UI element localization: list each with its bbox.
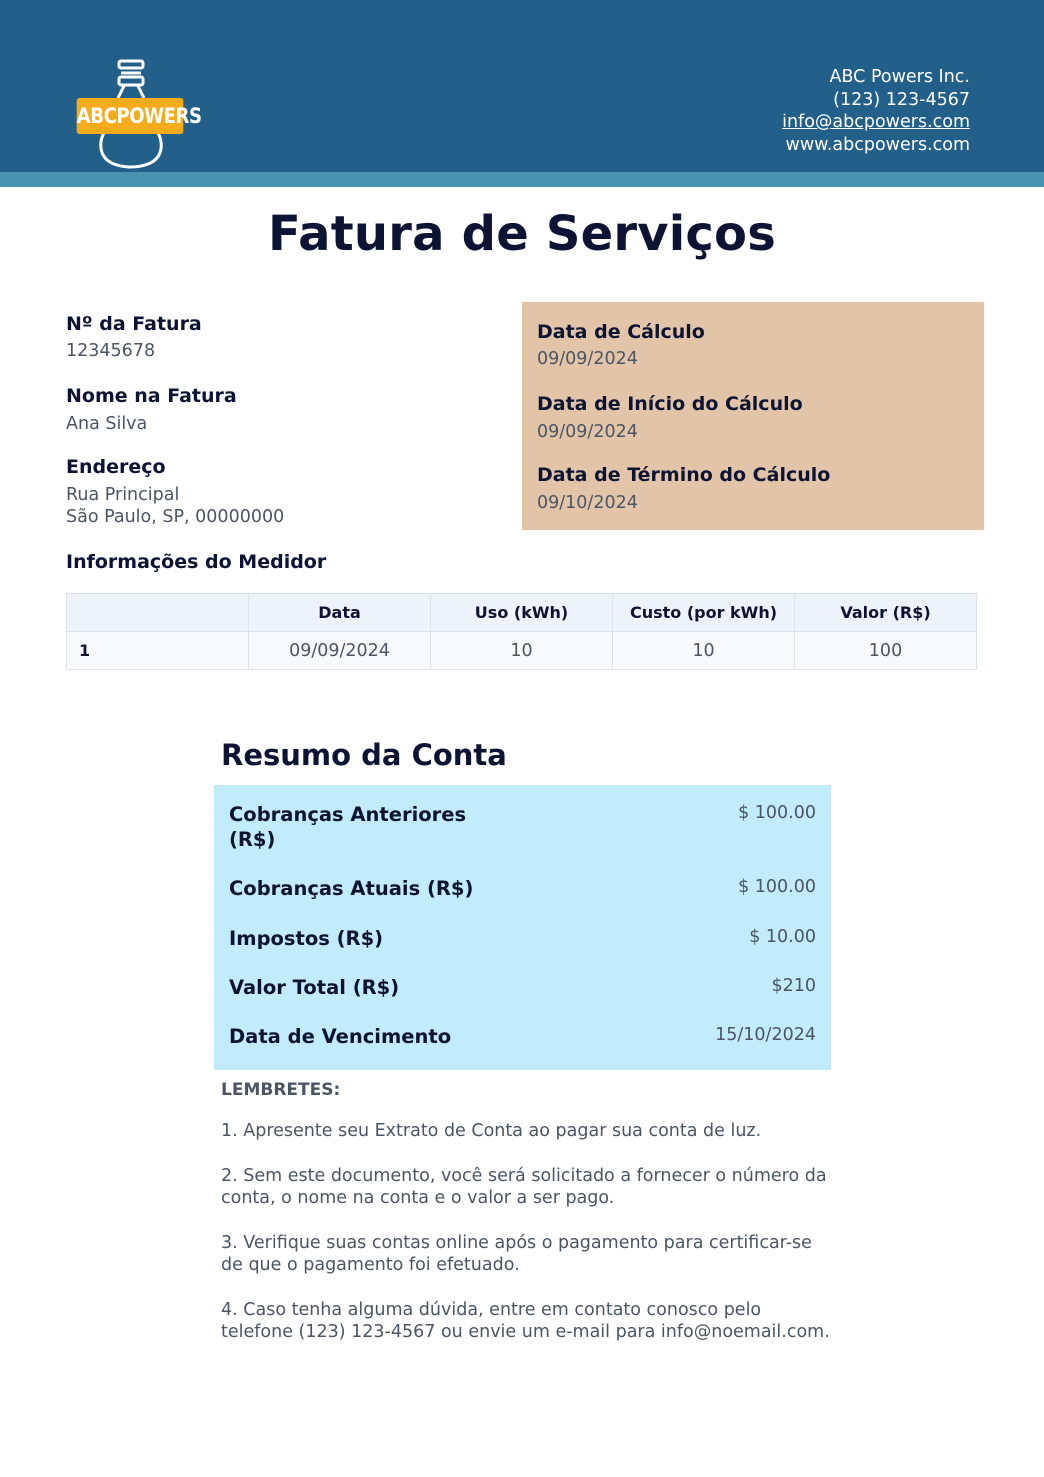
table-header-cell: Data [249,594,431,632]
calc-date-label: Data de Cálculo [537,321,705,343]
company-email-link[interactable]: info@abcpowers.com [782,112,970,132]
summary-row-value: 15/10/2024 [715,1025,816,1045]
company-phone: (123) 123-4567 [833,89,970,110]
summary-row-label: Cobranças Anteriores (R$) [229,803,467,851]
calc-date-block [537,319,705,370]
calc-start-block [537,391,803,443]
summary-row-label: Data de Vencimento [229,1025,452,1048]
meter-section-label: Informações do Medidor [66,551,327,573]
summary-box [214,785,831,1070]
header-stripe [0,172,1044,187]
invoice-name-value: Ana Silva [66,414,148,434]
reminder-item: 3. Verifique suas contas online após o pagamento para certificar-se de que o pagamento foi efetuado. [221,1232,812,1275]
summary-row-label: Impostos (R$) [229,927,384,950]
invoice-name-label: Nome na Fatura [66,385,237,407]
reminder-item: 4. Caso tenha alguma dúvida, entre em contato conosco pelo telefone (123) 123-4567 ou envie um e-mail para info@noemail.com. [221,1299,830,1342]
address-line-2: São Paulo, SP, 00000000 [66,507,285,527]
reminder-item: 2. Sem este documento, você será solicitado a fornecer o número da conta, o nome na conta e o valor a ser pago. [221,1165,827,1208]
address-line-1: Rua Principal [66,485,180,505]
meter-table [66,593,977,670]
reminders-title: LEMBRETES: [221,1080,341,1100]
address-block [66,454,284,528]
table-header-cell [67,594,249,632]
company-website: www.abcpowers.com [785,134,970,155]
page-title: Fatura de Serviços [267,206,777,262]
table-row [67,632,977,670]
summary-row-value: $ 100.00 [738,803,816,823]
invoice-number-label: Nº da Fatura [66,313,202,335]
table-cell: 10 [431,632,613,670]
table-cell: 100 [795,632,977,670]
table-header-row [67,594,977,632]
table-cell: 1 [67,632,249,670]
calculation-dates-box [522,302,984,530]
table-header-cell: Custo (por kWh) [613,594,795,632]
calc-start-label: Data de Início do Cálculo [537,393,803,415]
logo-wordmark: ABCPOWERS [77,98,184,134]
company-name: ABC Powers Inc. [829,67,970,87]
invoice-number-block [66,311,202,362]
invoice-name-block [66,383,237,435]
summary-row-value: $ 10.00 [749,927,816,947]
summary-title: Resumo da Conta [221,738,507,772]
invoice-number-value: 12345678 [66,341,156,361]
summary-row-label: Valor Total (R$) [229,976,400,999]
summary-row-value: $210 [771,976,816,996]
company-logo [66,58,202,170]
table-header-cell: Uso (kWh) [431,594,613,632]
calc-end-label: Data de Término do Cálculo [537,464,831,486]
calc-date-value: 09/09/2024 [537,349,638,369]
calc-end-block [537,462,830,514]
reminder-item: 1. Apresente seu Extrato de Conta ao pagar sua conta de luz. [221,1121,762,1141]
table-header-cell: Valor (R$) [795,594,977,632]
address-label: Endereço [66,456,166,478]
summary-row-label: Cobranças Atuais (R$) [229,877,474,900]
table-cell: 09/09/2024 [249,632,431,670]
calc-start-value: 09/09/2024 [537,422,638,442]
reminders-section [221,1078,831,1366]
calc-end-value: 09/10/2024 [537,493,638,513]
table-cell: 10 [613,632,795,670]
summary-row-value: $ 100.00 [738,877,816,897]
company-contact [782,66,970,156]
